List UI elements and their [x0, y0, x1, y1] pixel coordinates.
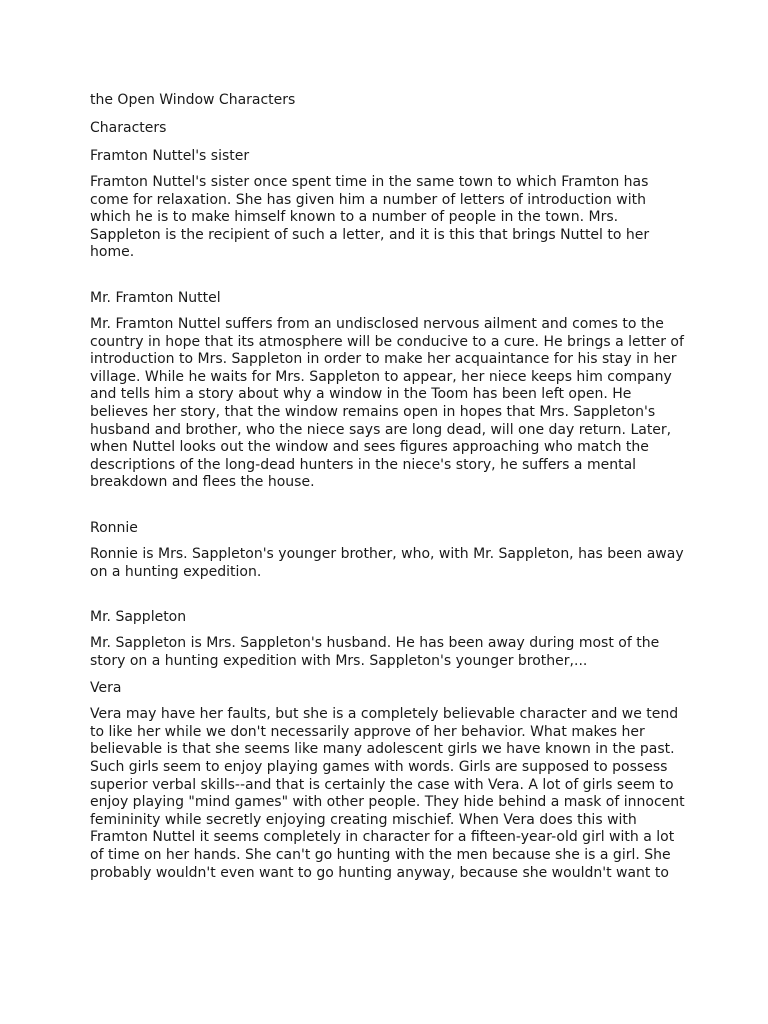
section-paragraph — [90, 706, 690, 882]
section-heading: Framton Nuttel's sister — [90, 148, 250, 164]
paragraph-line: husband and brother, who the niece says are long dead, will one day return. Later, — [90, 421, 672, 438]
paragraph-line: Ronnie is Mrs. Sappleton's younger brother, who, with Mr. Sappleton, has been away — [90, 545, 684, 562]
paragraph-line: Mr. Framton Nuttel suffers from an undisclosed nervous ailment and comes to the — [90, 315, 664, 332]
section-heading: Ronnie — [90, 519, 138, 536]
paragraph-line: and tells him a story about why a window in the Toom has been left open. He — [90, 386, 632, 403]
paragraph-line: femininity while secretly enjoying creating mischief. When Vera does this with — [90, 811, 637, 828]
paragraph-line: come for relaxation. She has given him a number of letters of introduction with — [90, 191, 646, 208]
paragraph-line: of time on her hands. She can't go hunting with the men because she is a girl. She — [90, 847, 671, 864]
paragraph-line: which he is to make himself known to a number of people in the town. Mrs. — [90, 209, 619, 226]
paragraph-line: enjoy playing "mind games" with other people. They hide behind a mask of innocent — [90, 794, 685, 811]
paragraph-line: Vera may have her faults, but she is a completely believable character and we tend — [90, 706, 679, 723]
section-gap — [90, 500, 690, 518]
section-paragraph — [90, 316, 690, 492]
paragraph-line: when Nuttel looks out the window and sees figures approaching who match the — [90, 439, 649, 456]
paragraph-line: probably wouldn't even want to go hunting anyway, because she wouldn't want to — [90, 864, 669, 881]
document-subtitle: Characters — [90, 120, 167, 136]
paragraph-line: Mr. Sappleton is Mrs. Sappleton's husband. He has been away during most of the — [90, 635, 660, 652]
paragraph-line: Framton Nuttel's sister once spent time in the same town to which Framton has — [90, 174, 649, 190]
paragraph-line: introduction to Mrs. Sappleton in order to make her acquaintance for his stay in her — [90, 351, 677, 368]
paragraph-line: story on a hunting expedition with Mrs. Sappleton's younger brother,... — [90, 652, 588, 669]
section-heading: Vera — [90, 680, 122, 697]
section-paragraph — [90, 635, 690, 670]
document-title: the Open Window Characters — [90, 92, 296, 108]
paragraph-line: to like her while we don't necessarily approve of her behavior. What makes her — [90, 723, 645, 740]
paragraph-line: superior verbal skills--and that is certainly the case with Vera. A lot of girls seem to — [90, 776, 674, 793]
paragraph-line: Framton Nuttel it seems completely in character for a fifteen-year-old girl with a lot — [90, 829, 675, 846]
section-paragraph — [90, 174, 690, 262]
paragraph-line: home. — [90, 244, 135, 261]
paragraph-line: Such girls seem to enjoy playing games with words. Girls are supposed to possess — [90, 759, 668, 776]
document-page — [90, 90, 690, 890]
section-heading: Mr. Framton Nuttel — [90, 289, 221, 306]
paragraph-line: on a hunting expedition. — [90, 563, 262, 580]
paragraph-line: breakdown and flees the house. — [90, 474, 315, 491]
paragraph-line: country in hope that its atmosphere will be conducive to a cure. He brings a letter of — [90, 333, 684, 350]
section-paragraph — [90, 546, 690, 581]
section-heading: Mr. Sappleton — [90, 609, 187, 626]
paragraph-line: believable is that she seems like many adolescent girls we have known in the past. — [90, 741, 675, 758]
paragraph-line: village. While he waits for Mrs. Sappleton to appear, her niece keeps him company — [90, 368, 672, 385]
paragraph-line: believes her story, that the window remains open in hopes that Mrs. Sappleton's — [90, 403, 656, 420]
paragraph-line: Sappleton is the recipient of such a letter, and it is this that brings Nuttel to her — [90, 226, 650, 243]
paragraph-line: descriptions of the long-dead hunters in the niece's story, he suffers a mental — [90, 456, 637, 473]
section-gap — [90, 270, 690, 288]
section-gap — [90, 589, 690, 607]
